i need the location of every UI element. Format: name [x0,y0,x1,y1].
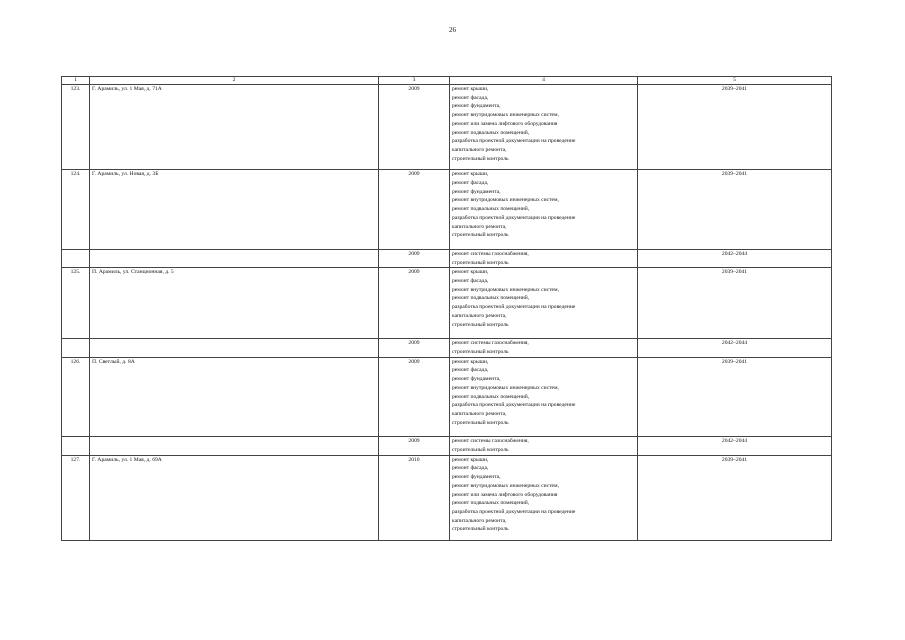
page-number: 26 [449,26,456,34]
work-item: ремонт фундамента, [452,103,501,110]
commission-year-cell: 2009 [379,170,450,250]
work-item: ремонт крыши, [452,171,489,178]
column-header: 1 [62,77,90,85]
work-item: ремонт подвальных помещений, [452,129,530,136]
repair-period-cell: 2039–2041 [638,85,832,170]
table-row [62,437,832,455]
address-cell: П. Арамиль, ул. Станционная, д. 5 [90,268,379,339]
work-item: строительный контроль [452,232,509,239]
works-cell [450,249,638,267]
works-cell [450,85,638,170]
repair-period-cell: 2039–2041 [638,357,832,437]
work-item: капитального ремонта, [452,517,507,524]
row-number-cell: 125. [62,268,90,339]
work-item: строительный контроль [452,447,509,454]
work-item: ремонт внутридомовых инженерных систем, [452,197,559,204]
work-item: ремонт фундамента, [452,376,501,383]
commission-year-cell: 2009 [379,437,450,455]
repair-period-cell: 2042–2044 [638,437,832,455]
commission-year-cell: 2009 [379,268,450,339]
work-item: капитального ремонта, [452,312,507,319]
work-item: ремонт подвальных помещений, [452,393,530,400]
work-item: капитального ремонта, [452,223,507,230]
commission-year-cell: 2009 [379,249,450,267]
works-cell [450,339,638,357]
row-number-cell: 124. [62,170,90,250]
work-item: капитального ремонта, [452,410,507,417]
table-row [62,455,832,540]
repair-period-cell: 2039–2041 [638,455,832,540]
table-header-row [62,77,832,85]
column-header: 3 [379,77,450,85]
work-item: ремонт внутридомовых инженерных систем, [452,112,559,119]
work-item: строительный контроль [452,348,509,355]
column-header: 5 [638,77,832,85]
table-row [62,85,832,170]
table-row [62,339,832,357]
repair-period-cell: 2039–2041 [638,268,832,339]
work-item: разработка проектной документации на проведение [452,138,576,145]
repair-period-cell: 2042–2044 [638,249,832,267]
work-item: ремонт подвальных помещений, [452,206,530,213]
work-item: разработка проектной документации на проведение [452,304,576,311]
address-cell: Г. Арамиль, ул. 1 Мая, д. 69А [90,455,379,540]
repair-period-cell: 2042–2044 [638,339,832,357]
table-row [62,170,832,250]
work-item: ремонт подвальных помещений, [452,500,530,507]
row-number-cell: 123. [62,85,90,170]
work-item: ремонт фасада, [452,465,489,472]
commission-year-cell: 2009 [379,357,450,437]
column-header: 4 [450,77,638,85]
works-cell [450,357,638,437]
work-item: строительный контроль [452,419,509,426]
work-item: ремонт системы газоснабжения, [452,340,529,347]
work-item: ремонт крыши, [452,269,489,276]
work-item: ремонт фасада, [452,367,489,374]
row-number-cell [62,339,90,357]
work-item: разработка проектной документации на проведение [452,402,576,409]
work-item: ремонт или замена лифтового оборудования [452,120,558,127]
works-cell [450,437,638,455]
work-item: ремонт или замена лифтового оборудования [452,491,558,498]
commission-year-cell: 2009 [379,339,450,357]
work-item: ремонт системы газоснабжения, [452,438,529,445]
work-item: строительный контроль [452,526,509,533]
commission-year-cell: 2010 [379,455,450,540]
row-number-cell: 126. [62,357,90,437]
works-cell [450,455,638,540]
works-cell [450,170,638,250]
work-item: разработка проектной документации на проведение [452,508,576,515]
table-row [62,268,832,339]
row-number-cell: 127. [62,455,90,540]
commission-year-cell: 2009 [379,85,450,170]
work-item: ремонт внутридомовых инженерных систем, [452,384,559,391]
work-item: строительный контроль [452,155,509,162]
table-row [62,249,832,267]
work-item: ремонт системы газоснабжения, [452,250,529,257]
work-item: ремонт фасада, [452,180,489,187]
work-item: ремонт крыши, [452,358,489,365]
work-item: ремонт фундамента, [452,474,501,481]
work-item: ремонт фундамента, [452,188,501,195]
work-item: ремонт подвальных помещений, [452,295,530,302]
row-number-cell [62,437,90,455]
work-item: строительный контроль [452,259,509,266]
address-cell: П. Светлый, д. 8А [90,357,379,437]
row-number-cell [62,249,90,267]
work-item: ремонт крыши, [452,86,489,92]
work-item: ремонт крыши, [452,456,489,463]
work-item: ремонт фасада, [452,94,489,101]
address-cell: Г. Арамиль, ул. Новая, д. 3Б [90,170,379,250]
work-item: ремонт фасада, [452,278,489,285]
address-cell [90,339,379,357]
work-item: ремонт внутридомовых инженерных систем, [452,482,559,489]
work-item: капитального ремонта, [452,146,507,153]
table-row [62,357,832,437]
address-cell [90,437,379,455]
address-cell [90,249,379,267]
works-cell [450,268,638,339]
work-item: строительный контроль [452,321,509,328]
column-header: 2 [90,77,379,85]
work-item: разработка проектной документации на проведение [452,214,576,221]
work-item: ремонт внутридомовых инженерных систем, [452,286,559,293]
repair-period-cell: 2039–2041 [638,170,832,250]
address-cell: Г. Арамиль, ул. 1 Мая, д. 71А [90,85,379,170]
repair-schedule-table [61,76,832,541]
